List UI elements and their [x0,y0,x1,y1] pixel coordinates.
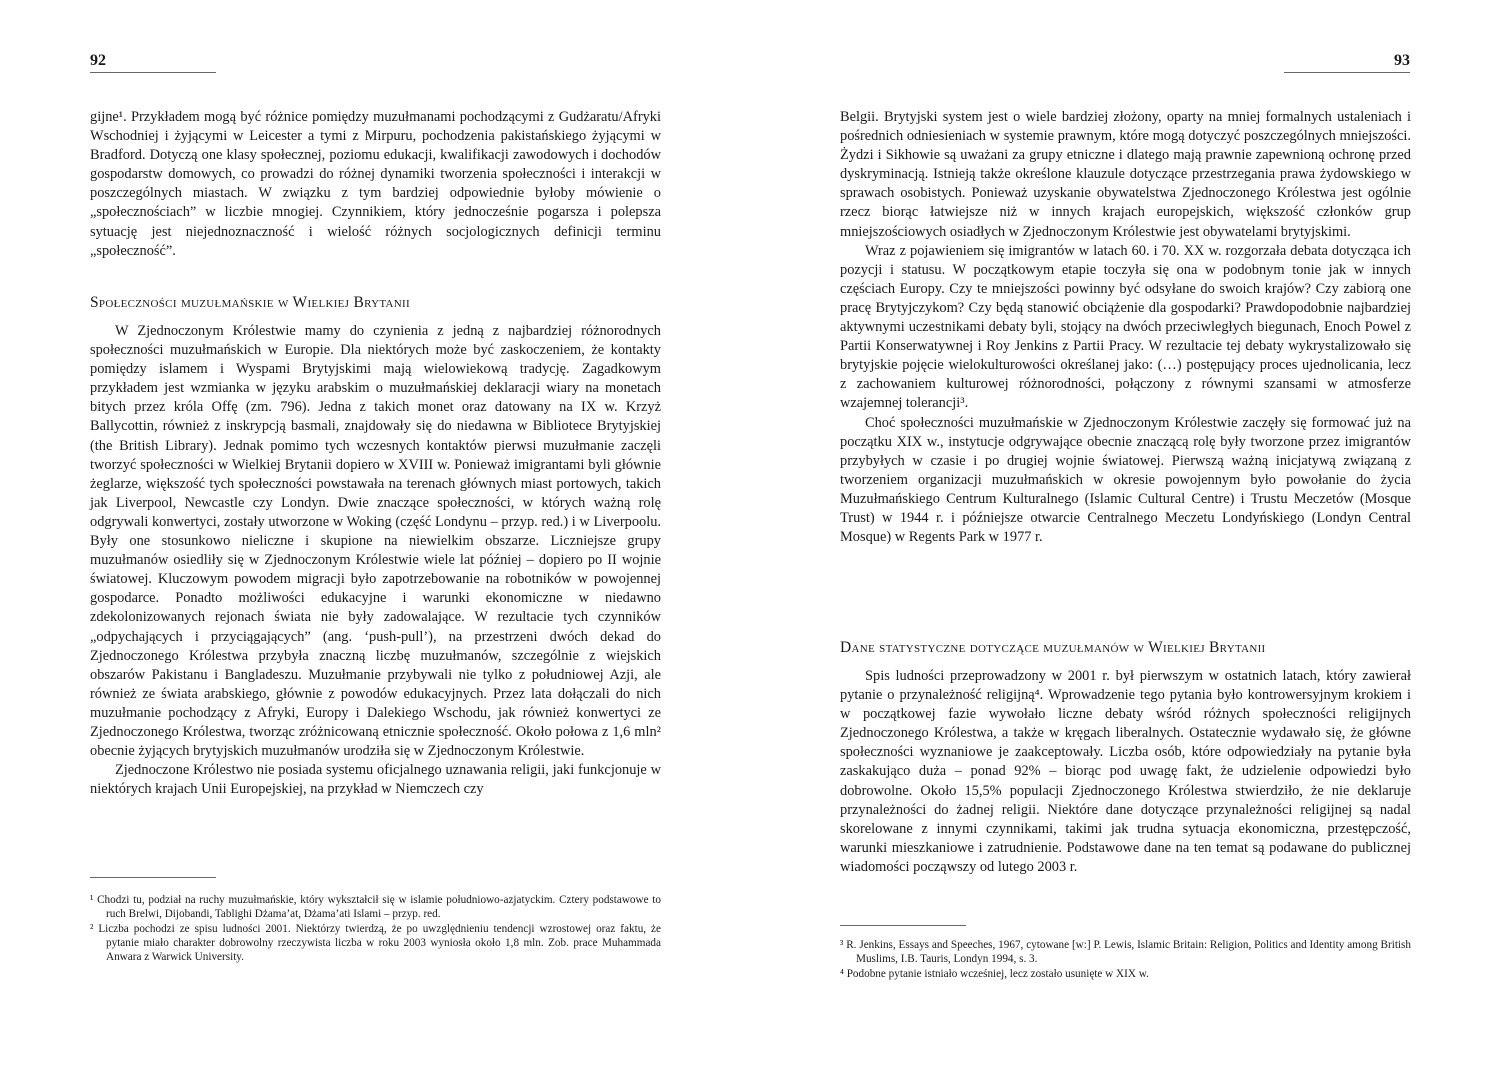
right-para-1: Belgii. Brytyjski system jest o wiele bardziej złożony, oparty na mniej formalnych ustaleniach i pośrednich odniesieniach w systemie prawnym, które mogą dotyczyć poszczególnych mniejszości. Żydzi i Sikhowie są uważani za grupy etniczne i dlatego mają prawnie zapewnioną ochronę przed dyskryminacją. Istnieją także określone klauzule dotyczące przestrzegania prawa żydowskiego w sprawach osobistych. Ponieważ uzyskanie obywatelstwa Zjednoczonego Królestwa jest ogólnie rzecz biorąc łatwiejsze niż w innych krajach europejskich, większość członków grup mniejszościowych osiadłych w Zjednoczonym Królestwie jest obywatelami brytyjskimi. [840,109,1411,240]
right-para-3: Choć społeczności muzułmańskie w Zjednoczonym Królestwie zaczęły się formować już na początku XIX w., instytucje odgrywające obecnie znaczącą rolę były tworzone przez imigrantów przybyłych w czasie i po drugiej wojnie światowej. Pierwszą ważną inicjatywą związaną z tworzeniem organizacji muzułmańskich w okresie powojennym było powołanie do życia Muzułmańskiego Centrum Kulturalnego (Islamic Cultural Centre) i Trustu Meczetów (Mosque Trust) w 1944 r. i późniejsze otwarcie Centralnego Meczetu Londyńskiego (Londyn Central Mosque) w Regents Park w 1977 r. [840,414,1411,546]
right-para-4: Spis ludności przeprowadzony w 2001 r. był pierwszym w ostatnich latach, który zawierał pytanie o przynależność religijną⁴. Wprowadzenie tego pytania było kontrowersyjnym krokiem i w początkowej fazie wywołało liczne debaty wśród różnych społeczności religijnych Zjednoczonego Królestwa, a także w kręgach liberalnych. Ostatecznie wydawało się, że główne społeczności wyznaniowe je zaakceptowały. Liczba osób, które odpowiedziały na pytanie była zaskakująco duża – ponad 92% – biorąc pod uwagę fakt, że udzielenie odpowiedzi było dobrowolne. Około 15,5% populacji Zjednoczonego Królestwa stwierdziło, że nie deklaruje przynależności do żadnej religii. Niektóre dane dotyczące przynależności religijnej są nadal skorelowane z innymi czynnikami, takimi jak trudna sytuacja ekonomiczna, przestępczość, warunki mieszkaniowe i zatrudnienie. Podstawowe dane na ten temat są podawane do publicznej wiadomości począwszy od lutego 2003 r. [840,668,1411,875]
header-rule-right [1284,72,1410,73]
left-body-block [90,322,661,799]
left-para-1: gijne¹. Przykładem mogą być różnice pomiędzy muzułmanami pochodzącymi z Gudżaratu/Afryki Wschodniej i żyjącymi w Leicester a tymi z Mirpuru, pochodzenia pakistańskiego żyjącymi w Bradford. Dotyczą one klasy społecznej, poziomu edukacji, kwalifikacji zawodowych i dochodów gospodarstw domowych, co prowadzi do różnej dynamiki tworzenia społeczności i interakcji w poszczególnych miastach. W związku z tym bardziej odpowiednie byłoby mówienie o „społecznościach” w liczbie mnogiej. Czynnikiem, który jednocześnie pogarsza i polepsza sytuację jest niejednoznaczność i wielość różnych socjologicznych definicji terminu „społeczność”. [90,109,661,259]
left-footnotes [90,893,661,964]
left-section-heading: Społeczności muzułmańskie w Wielkiej Brytanii [90,294,410,311]
page-number-right: 93 [1394,52,1410,69]
right-section-heading: Dane statystyczne dotyczące muzułmanów w Wielkiej Brytanii [840,639,1266,656]
right-footnotes [840,938,1411,981]
left-para-3: Zjednoczone Królestwo nie posiada systemu oficjalnego uznawania religii, jaki funkcjonuje w niektórych krajach Unii Europejskiej, na przykład w Niemczech czy [90,762,661,798]
header-rule-left [90,72,216,73]
left-para-2: W Zjednoczonym Królestwie mamy do czynienia z jedną z najbardziej różnorodnych społeczności muzułmańskich w Europie. Dla niektórych może być zaskoczeniem, że kontakty pomiędzy islamem i Wyspami Brytyjskimi mają wielowiekową tradycję. Zagadkowym przykładem jest wzmianka w języku arabskim o muzułmańskiej deklaracji wiary na monetach bitych przez króla Offę (zm. 796). Jedna z takich monet oraz datowany na IX w. Krzyż Ballycottin, również z inskrypcją basmali, znajdowały się do niedawna w Bibliotece Brytyjskiej (the British Library). Jednak pomimo tych wczesnych kontaktów pierwsi muzułmanie zaczęli tworzyć społeczności w Wielkiej Brytanii dopiero w XVIII w. Ponieważ imigrantami byli głównie żeglarze, większość tych społeczności powstawała na terenach głównych miast portowych, takich jak Liverpool, Newcastle czy Londyn. Dwie znaczące społeczności, w których ważną rolę odgrywali konwertyci, zostały utworzone w Woking (część Londynu – przyp. red.) i w Liverpoolu. Były one stosunkowo nieliczne i skupione na niewielkim obszarze. Liczniejsze grupy muzułmanów osiedliły się w Zjednoczonym Królestwie wiele lat później – dopiero po II wojnie światowej. Kluczowym powodem migracji było zapotrzebowanie na robotników w powojennej gospodarce. Ponadto możliwości edukacyjne i warunki ekonomiczne w niedawno zdekolonizowanych rejonach świata nie były zadowalające. W rezultacie tych czynników „odpychających i przyciągających” (ang. ‘push-pull’), na przestrzeni dwóch dekad do Zjednoczonego Królestwa przybyła znaczną liczbę muzułmanów, szczególnie z wiejskich obszarów Pakistanu i Bangladeszu. Muzułmanie przybywali nie tylko z południowej Azji, ale również ze świata arabskiego, głównie z powodów edukacyjnych. Przez lata dołączali do nich muzułmanie pochodzący z Afryki, Europy i Dalekiego Wschodu, jak również konwertyci ze Zjednoczonego Królestwa, tworząc zróżnicowaną etnicznie społeczność. Około połowa z 1,6 mln² obecnie żyjących brytyjskich muzułmanów urodziła się w Zjednoczonym Królestwie. [90,323,661,760]
right-page [750,0,1500,1072]
footnote-1: ¹ Chodzi tu, podział na ruchy muzułmańskie, który wykształcił się w islamie południowo-azjatyckim. Cztery podstawowe to ruch Brelwi, Dijobandi, Tablighi Dżama’at, Dżama’ati Islami – przyp. red. [90,894,661,921]
footnote-3: ³ R. Jenkins, Essays and Speeches, 1967, cytowane [w:] P. Lewis, Islamic Britain: Religion, Politics and Identity among British Muslims, I.B. Tauris, Londyn 1994, s. 3. [840,939,1411,966]
right-body-block [840,108,1411,547]
footnote-rule-left [90,877,216,878]
footnote-4: ⁴ Podobne pytanie istniało wcześniej, lecz zostało usunięte w XIX w. [840,967,1149,980]
right-body-block-2 [840,667,1411,877]
page-number-left: 92 [90,52,106,69]
left-para-1-block [90,108,661,261]
footnote-2: ² Liczba pochodzi ze spisu ludności 2001. Niektórzy twierdzą, że po uwzględnieniu tendencji wzrostowej oraz faktu, że pytanie miało charakter dobrowolny rzeczywista liczba w roku 2003 wyniosła około 1,8 mln. Zob. prace Muhammada Anwara z Warwick University. [90,922,661,964]
right-para-2: Wraz z pojawieniem się imigrantów w latach 60. i 70. XX w. rozgorzała debata dotycząca ich pozycji i statusu. W początkowym etapie toczyła się ona w podobnym tonie jak w innych częściach Europy. Czy te mniejszości powinny być odsyłane do swoich krajów? Czy zabiorą one pracę Brytyjczykom? Czy będą stanowić obciążenie dla gospodarki? Prawdopodobnie najbardziej aktywnymi uczestnikami debaty byli, stojący na dwóch przeciwległych biegunach, Enoch Powel z Partii Konserwatywnej i Roy Jenkins z Partii Pracy. W rezultacie tej debaty wykrystalizowało się brytyjskie pojęcie wielokulturowości określanej jako: (…) postępujący proces ujednolicania, lecz z zachowaniem kulturowej różnorodności, połączony z równymi szansami w atmosferze wzajemnej tolerancji³. [840,242,1411,412]
footnote-rule-right [840,925,966,926]
